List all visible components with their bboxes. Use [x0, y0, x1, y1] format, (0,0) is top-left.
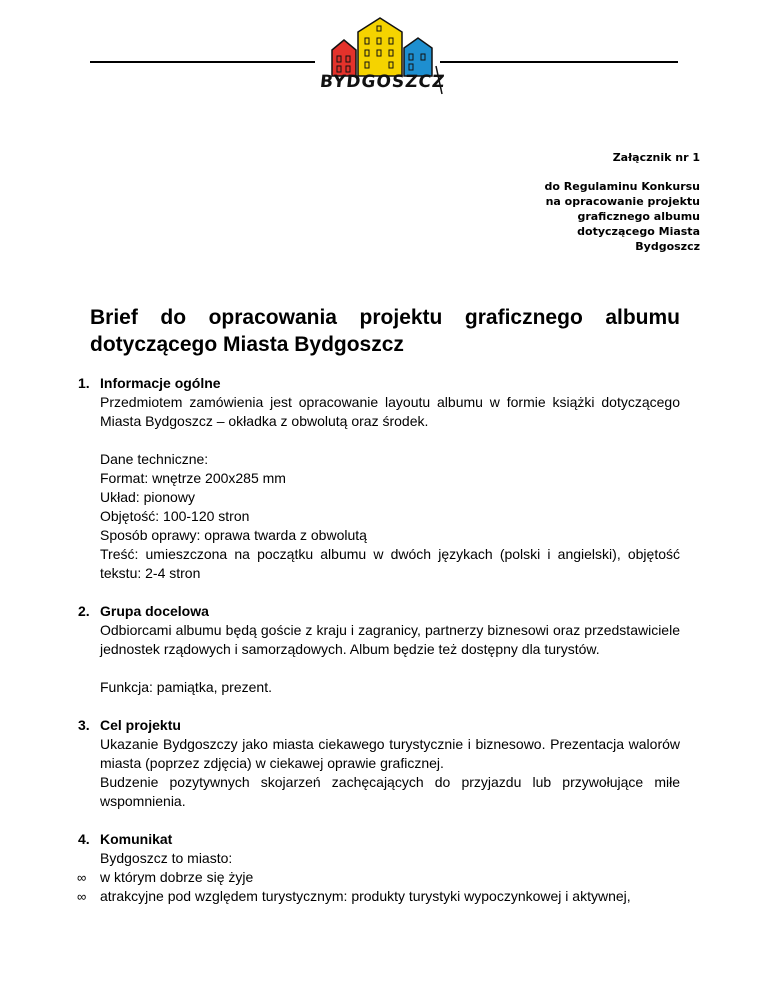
- header-rule-left: [90, 61, 315, 63]
- paragraph: Odbiorcami albumu będą goście z kraju i zagranicy, partnerzy biznesowi oraz przedstawiciele jednostek rządowych i samorządowych. Album będzie też dostępny dla turystów.: [100, 622, 680, 657]
- paragraph: Bydgoszcz to miasto:: [100, 850, 233, 866]
- tech-data-title: Dane techniczne:: [100, 451, 209, 467]
- list-item-text: w którym dobrze się żyje: [100, 869, 254, 885]
- paragraph: Budzenie pozytywnych skojarzeń zachęcających do przyjazdu lub przywołujące miłe wspomnienia.: [100, 774, 680, 809]
- tech-layout: Układ: pionowy: [100, 489, 195, 505]
- list-item: [77, 868, 680, 887]
- document-body: [78, 374, 680, 925]
- section-number: 1.: [78, 375, 90, 391]
- paragraph: Przedmiotem zamówienia jest opracowanie layoutu albumu w formie książki dotyczącego Miasta Bydgoszcz – okładka z obwolutą oraz środek.: [100, 394, 680, 429]
- list-item-text: atrakcyjne pod względem turystycznym: produkty turystyki wypoczynkowej i aktywnej,: [100, 888, 631, 904]
- list-item: [77, 887, 680, 906]
- annex-line: do Regulaminu Konkursu: [544, 180, 700, 193]
- infinity-bullet-icon: ∞: [77, 870, 87, 885]
- section-number: 2.: [78, 603, 90, 619]
- section-heading: Informacje ogólne: [100, 375, 221, 391]
- paragraph: Ukazanie Bydgoszczy jako miasta ciekawego turystycznie i biznesowo. Prezentacja walorów miasta (poprzez zdjęcia) w ciekawej oprawie graficznej.: [100, 736, 680, 771]
- infinity-bullet-icon: ∞: [77, 889, 87, 904]
- section-heading: Grupa docelowa: [100, 603, 209, 619]
- section-number: 4.: [78, 831, 90, 847]
- annex-line: na opracowanie projektu: [545, 195, 700, 208]
- tech-content: Treść: umieszczona na początku albumu w dwóch językach (polski i angielski), objętość tekstu: 2-4 stron: [100, 546, 680, 581]
- annex-line: dotyczącego Miasta: [577, 225, 700, 238]
- tech-format: Format: wnętrze 200x285 mm: [100, 470, 286, 486]
- section-heading: Cel projektu: [100, 717, 181, 733]
- section-number: 3.: [78, 717, 90, 733]
- tech-volume: Objętość: 100-120 stron: [100, 508, 250, 524]
- document-title: Brief do opracowania projektu graficznego albumu dotyczącego Miasta Bydgoszcz: [90, 306, 680, 356]
- logo-wordmark: BYDGOSZCZ: [318, 72, 447, 92]
- section-project-goal: [78, 716, 680, 811]
- section-target-group: [78, 602, 680, 697]
- annex-note: [545, 150, 700, 254]
- message-list: [77, 868, 680, 906]
- section-heading: Komunikat: [100, 831, 173, 847]
- annex-line: graficznego albumu: [577, 210, 700, 223]
- section-message: [78, 830, 680, 906]
- paragraph: Funkcja: pamiątka, prezent.: [100, 679, 272, 695]
- tech-binding: Sposób oprawy: oprawa twarda z obwolutą: [100, 527, 367, 543]
- section-general-info: [78, 374, 680, 583]
- annex-line: Bydgoszcz: [635, 240, 700, 253]
- header-rule-right: [440, 61, 678, 63]
- annex-title: Załącznik nr 1: [612, 151, 700, 164]
